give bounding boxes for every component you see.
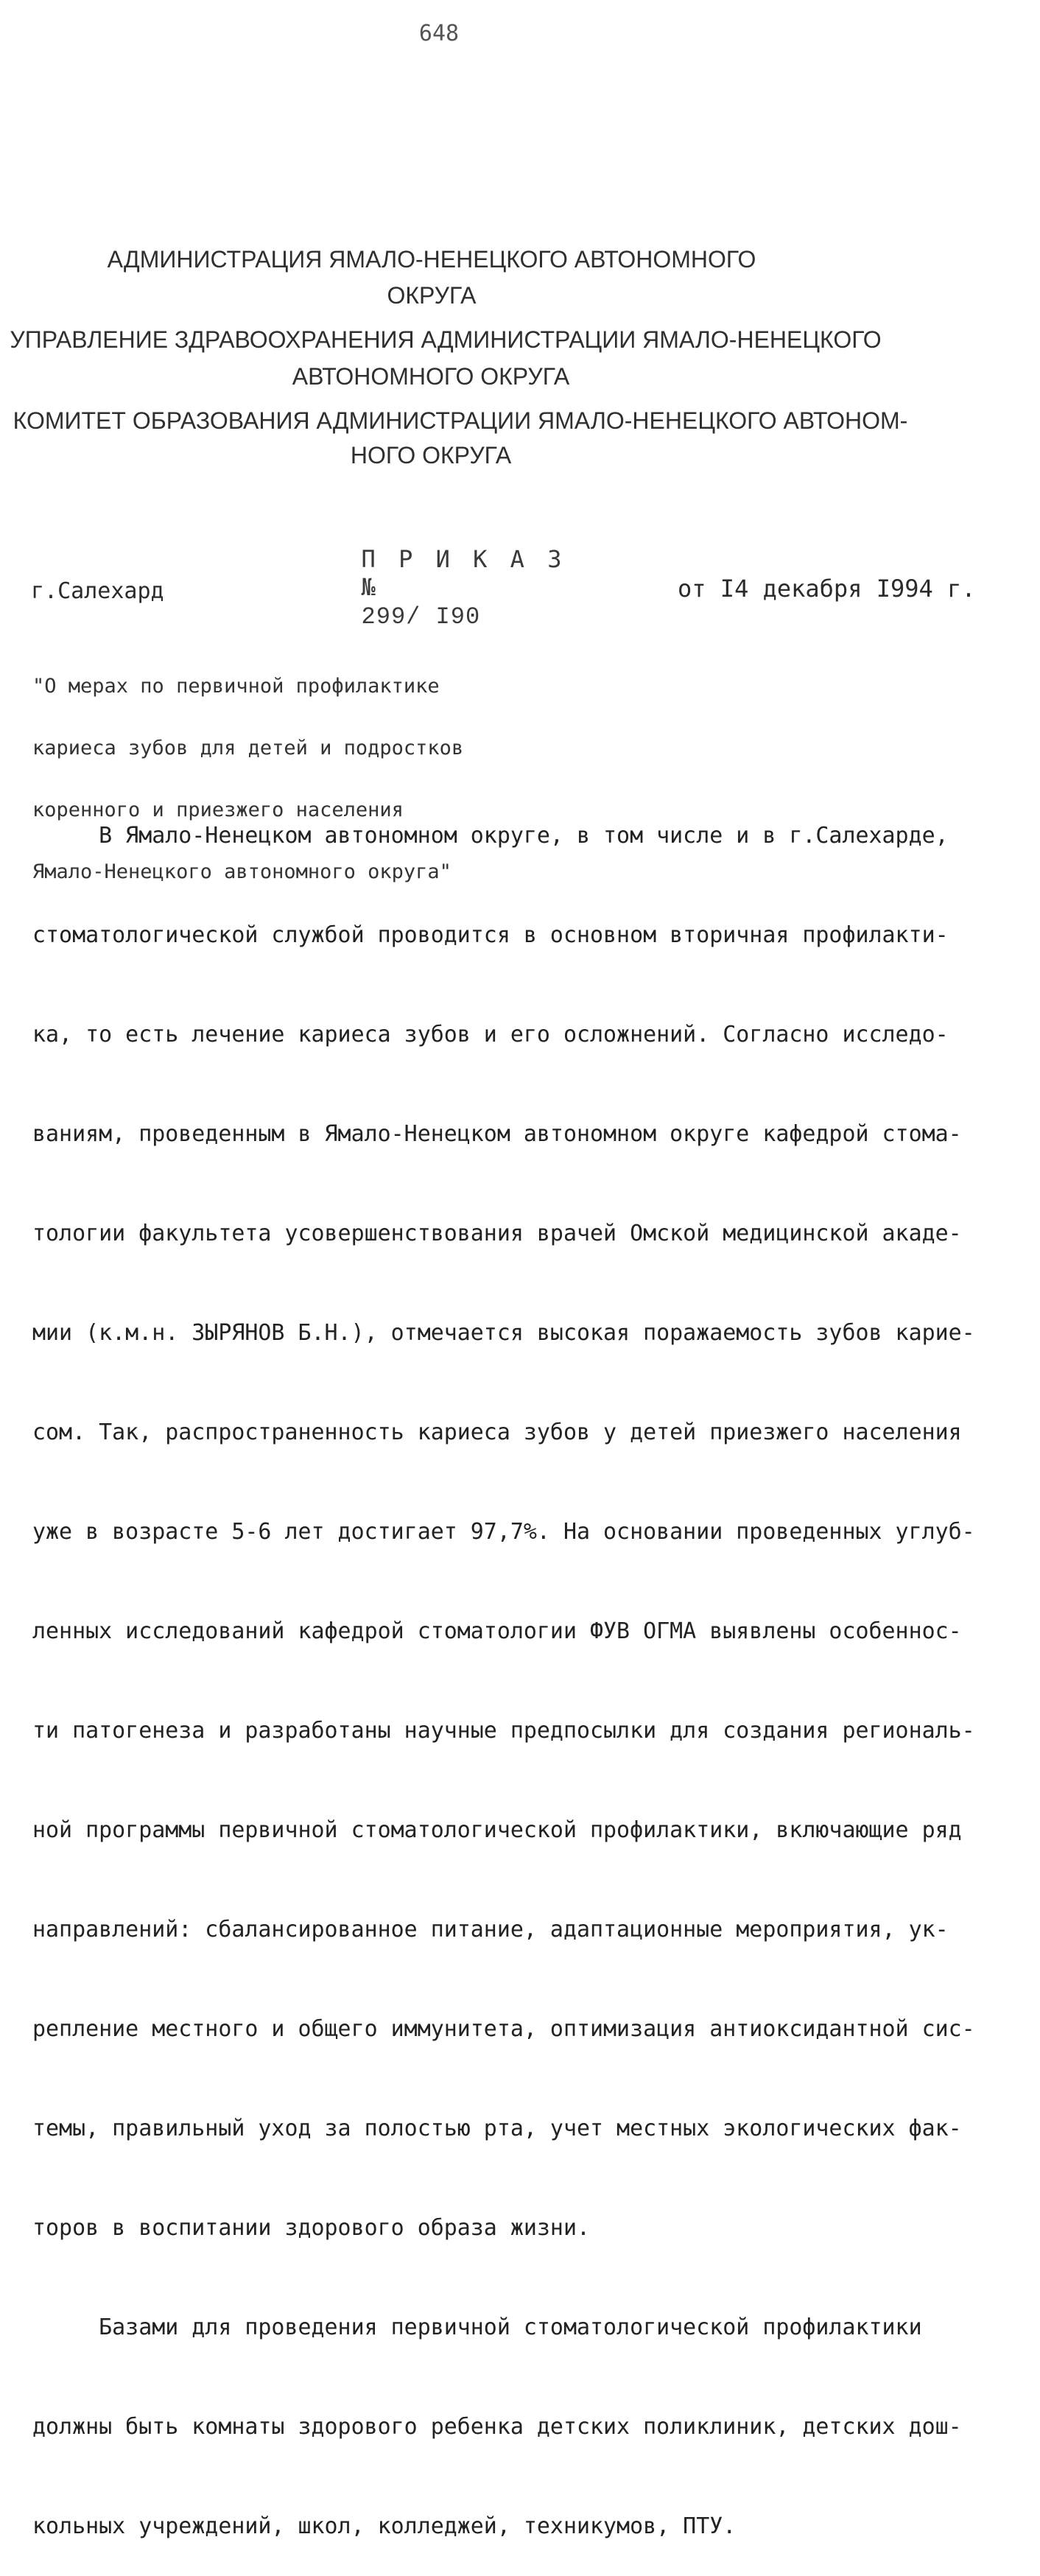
body-line: должны быть комнаты здорового ребенка детских поликлиник, детских дош- xyxy=(32,2414,962,2440)
body-line: стоматологической службой проводится в основном вторичная профилакти- xyxy=(32,922,949,948)
body-line: направлений: сбалансированное питание, адаптационные мероприятия, ук- xyxy=(32,1917,949,1942)
order-date: от I4 декабря I994 г. xyxy=(678,575,976,603)
body-line: темы, правильный уход за полостью рта, учет местных экологических фак- xyxy=(32,2116,962,2141)
body-line: кольных учреждений, школ, колледжей, техникумов, ПТУ. xyxy=(32,2513,737,2539)
body-line: ленных исследований кафедрой стоматологии ФУВ ОГМА выявлены особеннос- xyxy=(32,1618,962,1644)
subject-line: "О мерах по первичной профилактике xyxy=(32,675,440,698)
header-line-6: НОГО ОКРУГА xyxy=(350,442,512,468)
body-line: Базами для проведения первичной стоматологической профилактики xyxy=(32,2314,922,2340)
page-number: 648 xyxy=(418,21,460,46)
header-line-2: ОКРУГА xyxy=(387,282,477,309)
body-line: В Ямало-Ненецком автономном округе, в том числе и в г.Салехарде, xyxy=(32,823,949,849)
body-line: сом. Так, распространенность кариеса зубов у детей приезжего населения xyxy=(32,1419,962,1445)
body-line: ваниям, проведенным в Ямало-Ненецком автономном округе кафедрой стома- xyxy=(32,1121,962,1147)
subject-line: коренного и приезжего населения xyxy=(32,799,404,821)
body-line: тологии факультета усовершенствования врачей Омской медицинской акаде- xyxy=(32,1221,962,1246)
order-heading xyxy=(324,517,566,631)
body-line: ка, то есть лечение кариеса зубов и его осложнений. Согласно исследо- xyxy=(32,1022,949,1047)
subject-line: Ямало-Ненецкого автономного округа" xyxy=(32,860,452,883)
order-number: 299/ I90 xyxy=(361,603,481,631)
body-line: репление местного и общего иммунитета, оптимизация антиоксидантной сис- xyxy=(32,2016,975,2042)
header-line-5: КОМИТЕТ ОБРАЗОВАНИЯ АДМИНИСТРАЦИИ ЯМАЛО-НЕНЕЦКОГО АВТОНОМ- xyxy=(13,407,908,434)
header-line-1: АДМИНИСТРАЦИЯ ЯМАЛО-НЕНЕЦКОГО АВТОНОМНОГО xyxy=(107,246,756,273)
body-line: ти патогенеза и разработаны научные предпосылки для создания региональ- xyxy=(32,1718,975,1744)
order-number-sign: № xyxy=(361,573,380,601)
body-text xyxy=(32,753,1012,2576)
order-label: П Р И К А З xyxy=(361,545,566,573)
subject-line: кариеса зубов для детей и подростков xyxy=(32,737,464,759)
body-line: мии (к.м.н. ЗЫРЯНОВ Б.Н.), отмечается высокая поражаемость зубов карие- xyxy=(32,1320,975,1346)
header-line-3: УПРАВЛЕНИЕ ЗДРАВООХРАНЕНИЯ АДМИНИСТРАЦИИ ЯМАЛО-НЕНЕЦКОГО xyxy=(10,326,882,353)
header-line-4: АВТОНОМНОГО ОКРУГА xyxy=(292,363,570,390)
city: г.Салехард xyxy=(31,578,164,604)
body-line: ной программы первичной стоматологической профилактики, включающие ряд xyxy=(32,1817,962,1843)
body-line: уже в возрасте 5-6 лет достигает 97,7%. На основании проведенных углуб- xyxy=(32,1519,975,1545)
body-line: торов в воспитании здорового образа жизни. xyxy=(32,2215,591,2241)
